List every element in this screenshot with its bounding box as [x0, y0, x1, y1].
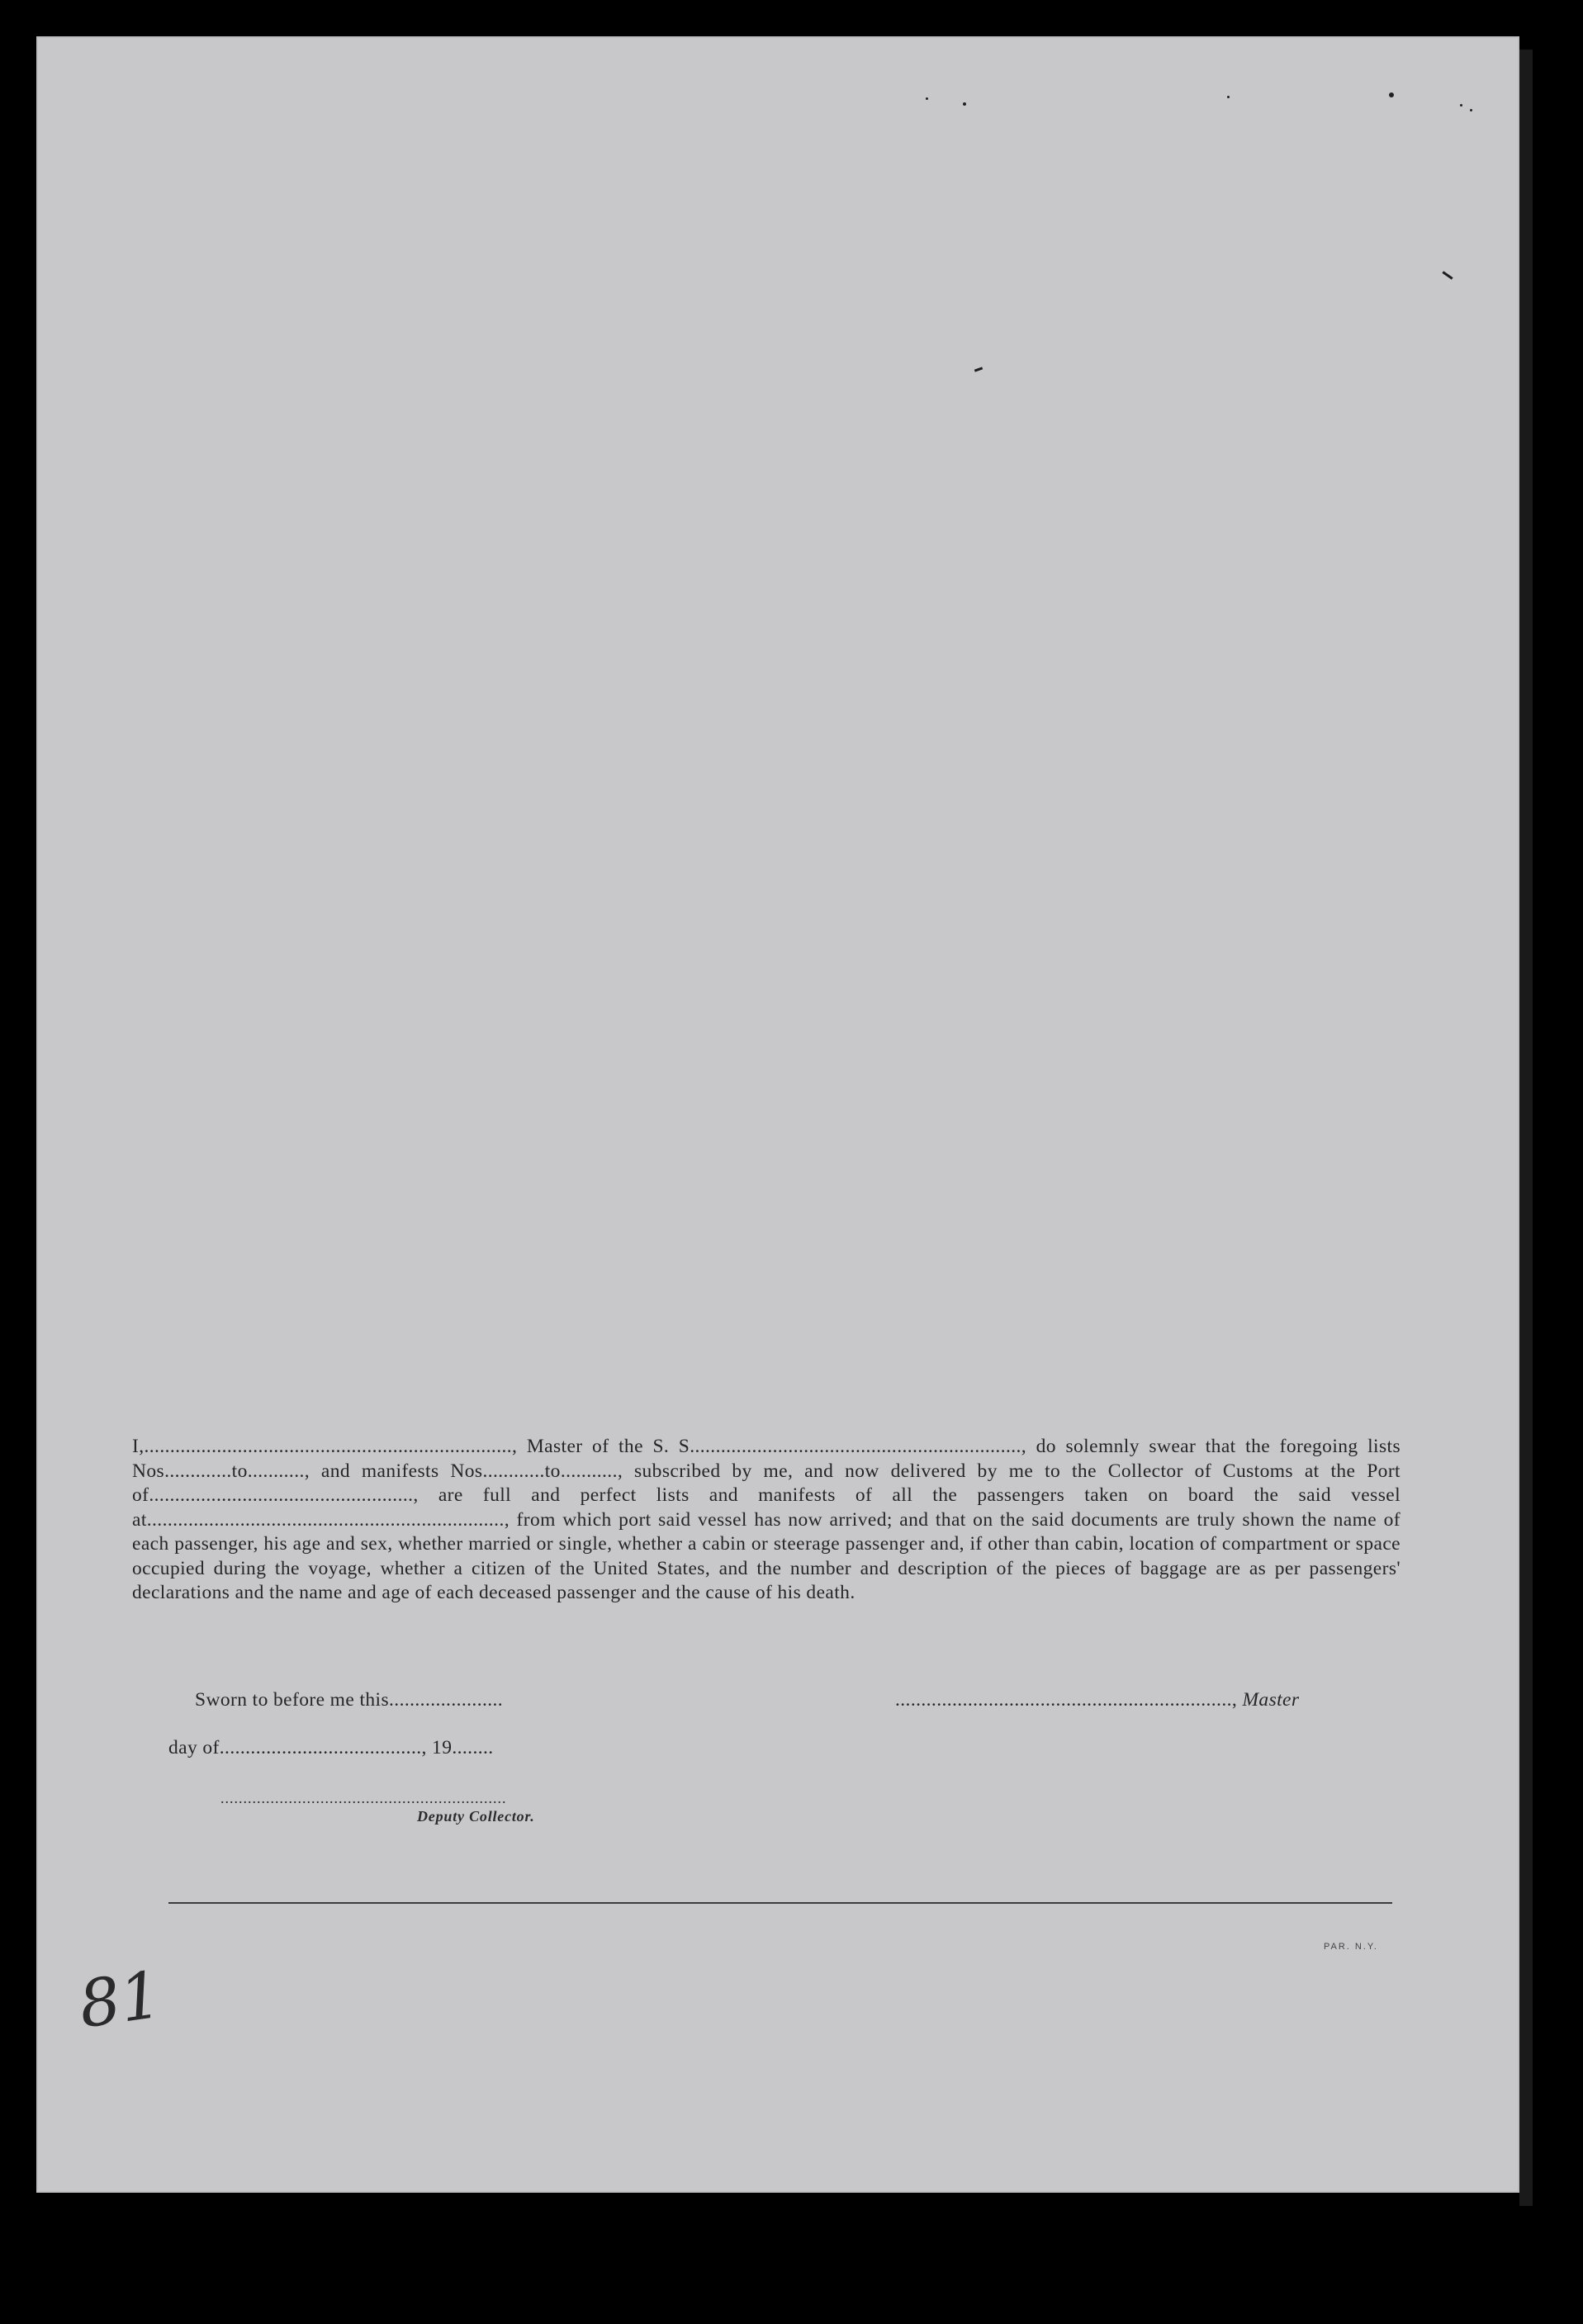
scan-speck [1389, 92, 1394, 97]
scan-speck [1227, 96, 1230, 98]
master-label: Master [1242, 1689, 1300, 1711]
day-of-line: day of......................................., 19........ [168, 1737, 494, 1758]
master-signature-dots: ................................................................., [895, 1689, 1238, 1711]
scan-speck [926, 97, 928, 100]
horizontal-rule [168, 1902, 1392, 1904]
master-signature-line [895, 1689, 1299, 1711]
printer-mark: PAR. N.Y. [1324, 1942, 1378, 1952]
scan-speck [963, 102, 966, 106]
scan-speck [1470, 109, 1472, 111]
oath-paragraph: I,......................................................................., Master of the S. S................................................................, do solemnly swear that the foregoing lists Nos.............to..........., and manifests Nos............to..........., subscribed by me, and now delivered by me to the Collector of Customs at the Port of..................................................., are full and perfect lists and manifests of all the passengers taken on board the said vessel at....................................................................., from which port said vessel has now arrived; and that on the said documents are truly shown the name of each passenger, his age and sex, whether married or single, whether a cabin or steerage passenger and, if other than cabin, location of compartment or space occupied during the voyage, whether a citizen of the United States, and the number and description of the pieces of baggage are as per passengers' declarations and the name and age of each deceased passenger and the cause of his death. [132, 1436, 1401, 1603]
handwritten-page-number: 81 [74, 1957, 167, 2043]
document-page [36, 36, 1519, 2193]
deputy-collector-signature-line: ............................................................... [220, 1790, 507, 1806]
page-edge-shadow [1519, 50, 1533, 2206]
scan-speck [1460, 104, 1462, 106]
sworn-line: Sworn to before me this...................... [195, 1689, 504, 1711]
deputy-collector-label: Deputy Collector. [417, 1808, 535, 1825]
